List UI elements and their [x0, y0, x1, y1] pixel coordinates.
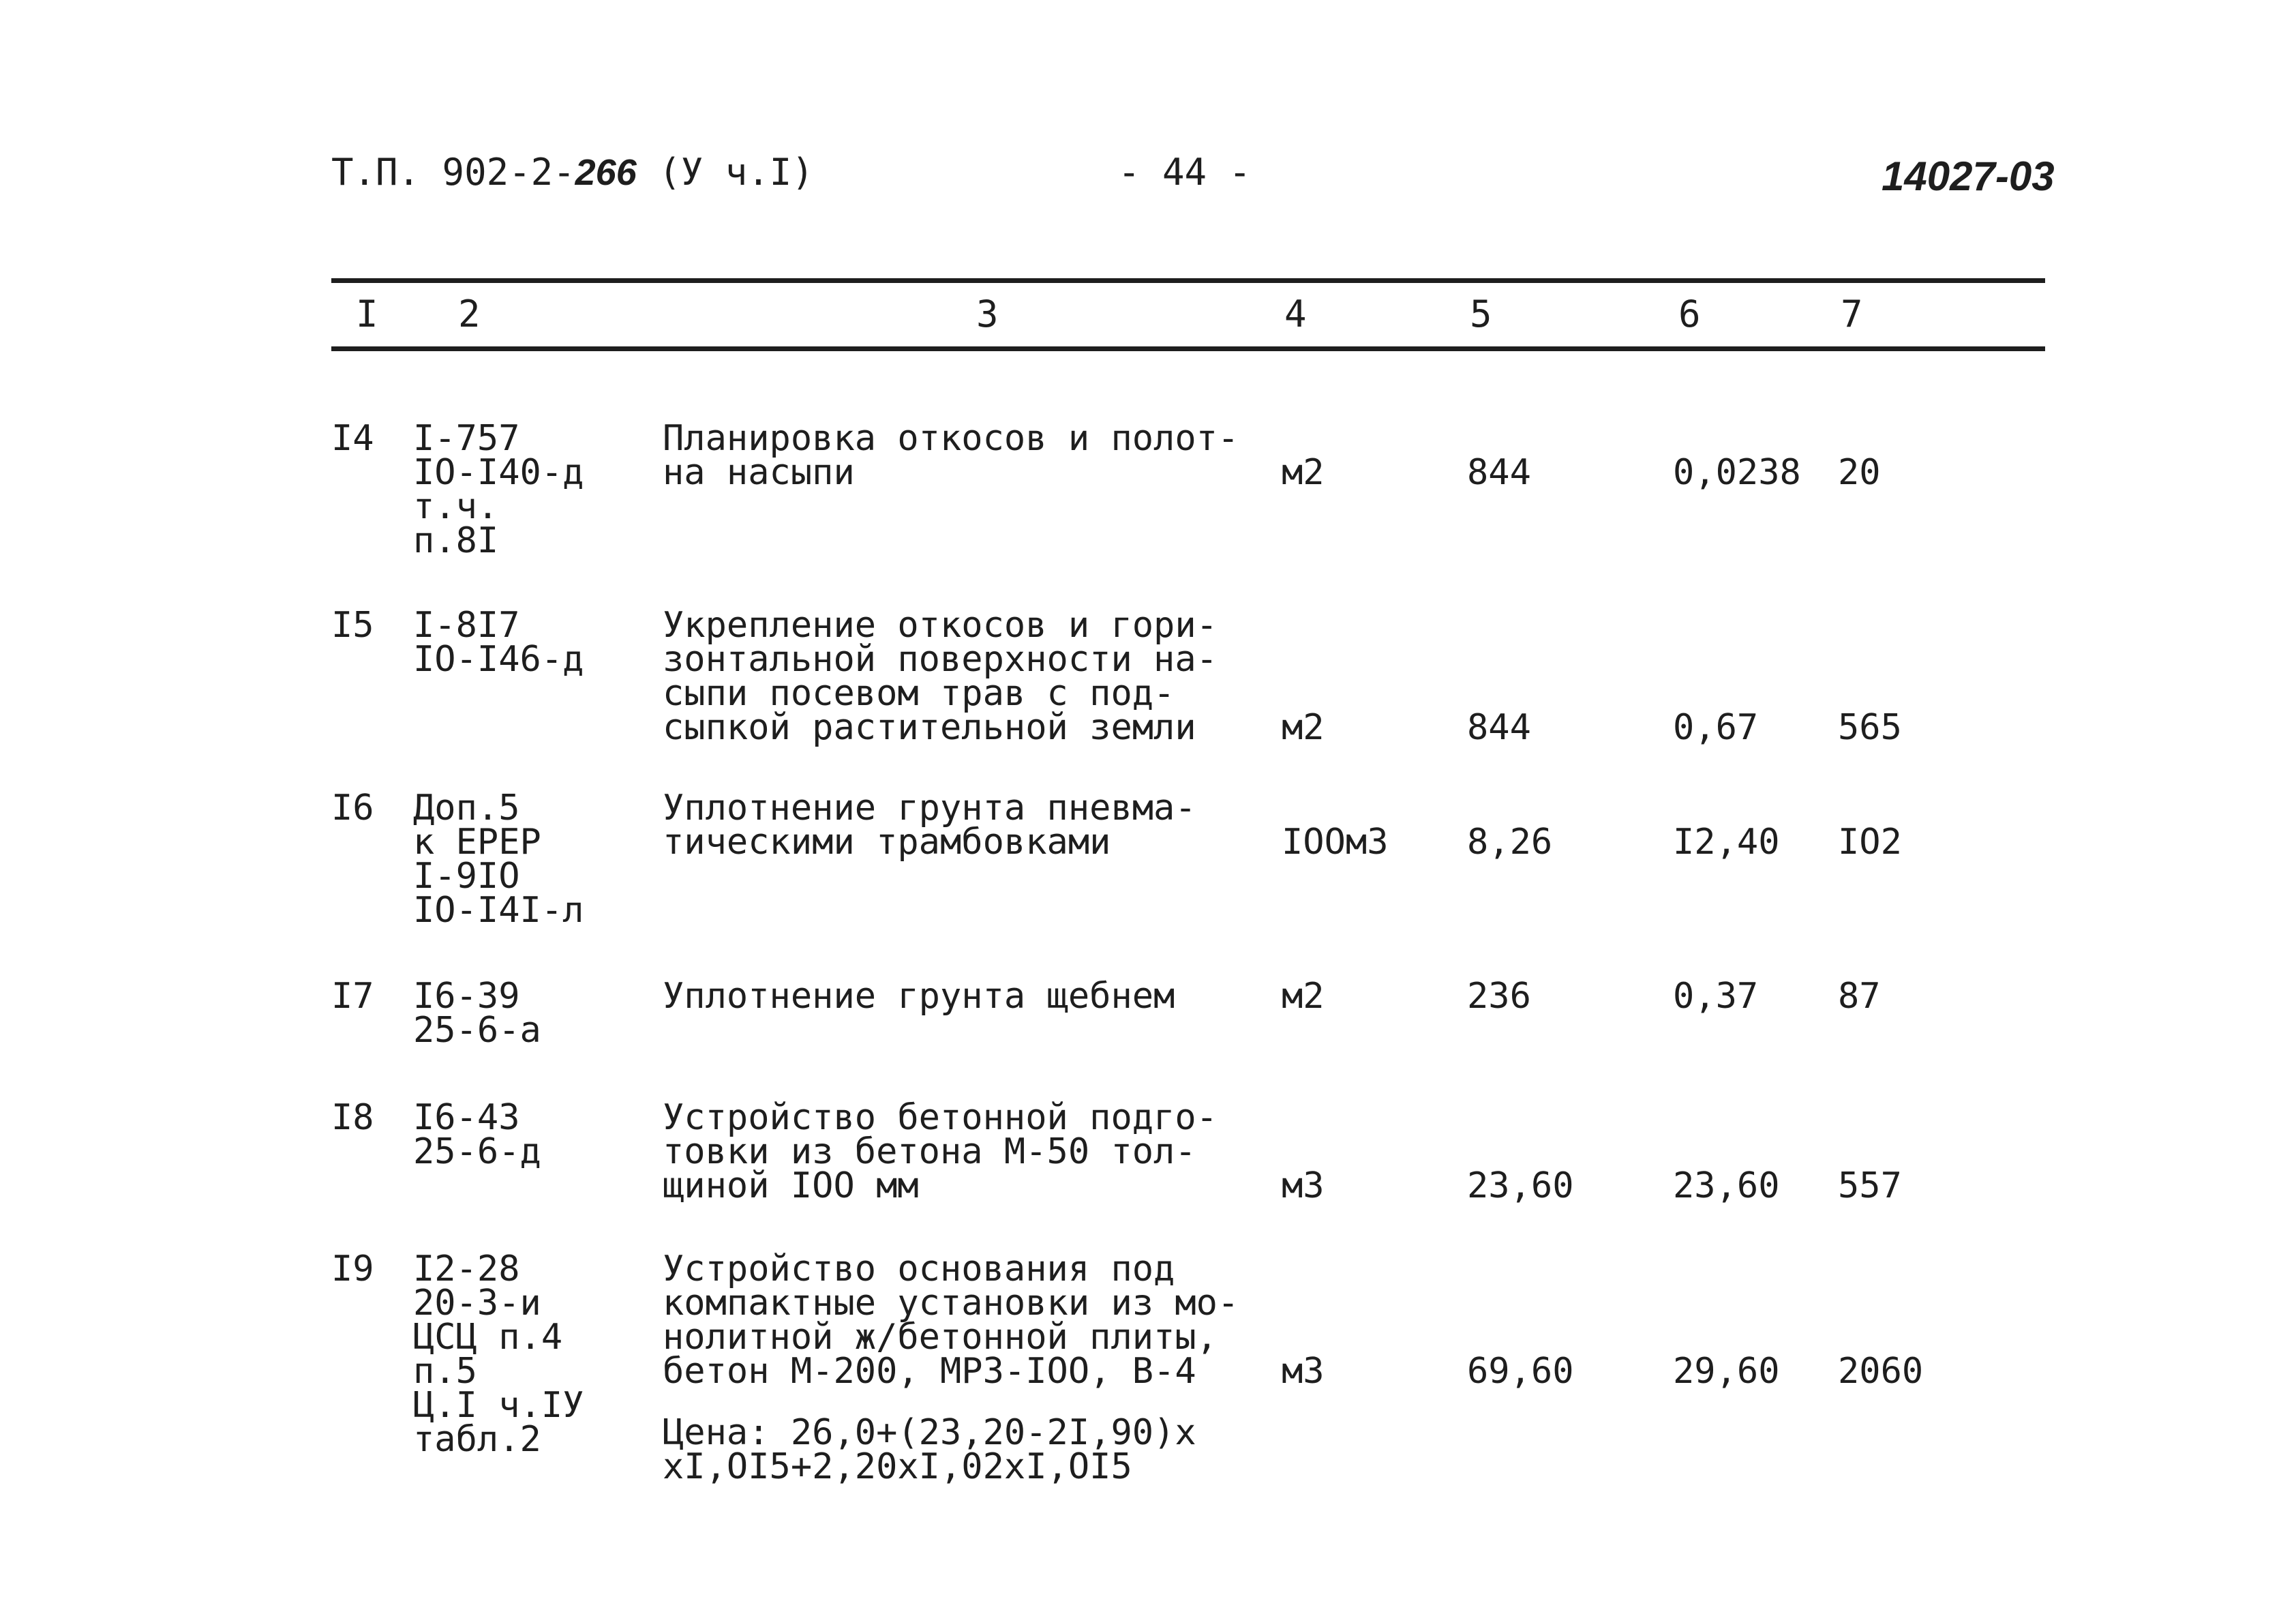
row-references-line: I-757: [413, 418, 520, 459]
row-price-note-line: Цена: 26,0+(23,20-2I,90)х: [663, 1412, 1196, 1453]
row-description-line: товки из бетона М-50 тол-: [663, 1131, 1196, 1172]
column-header-7: 7: [1841, 293, 1863, 335]
row-references-line: 20-3-и: [413, 1283, 541, 1324]
column-header-3: 3: [976, 293, 999, 335]
row-quantity: 8,26: [1467, 822, 1553, 863]
row-references: [413, 1097, 541, 1172]
row-price-note: [663, 1412, 1196, 1487]
row-references-line: I6-43: [413, 1097, 520, 1138]
row-references-line: 25-6-а: [413, 1010, 541, 1051]
row-description-line: щиной IOO мм: [663, 1165, 919, 1206]
row-total: 557: [1838, 1165, 1902, 1206]
row-description: [663, 788, 1196, 863]
row-total: 565: [1838, 707, 1902, 748]
row-references-line: табл.2: [413, 1419, 541, 1460]
row-description-line: Планировка откосов и полот-: [663, 418, 1239, 459]
row-description-line: Уплотнение грунта щебнем: [663, 976, 1175, 1017]
row-references-line: I-9IO: [413, 856, 520, 897]
row-references-line: I6-39: [413, 976, 520, 1017]
row-unit-price: 0,37: [1673, 976, 1759, 1017]
row-description-line: тическими трамбовками: [663, 822, 1111, 863]
row-description-line: Уплотнение грунта пневма-: [663, 788, 1196, 829]
row-number: I5: [331, 605, 374, 646]
row-unit: м2: [1282, 976, 1325, 1017]
table-header-rule: [331, 346, 2045, 351]
row-description: [663, 1097, 1218, 1206]
project-code-prefix: Т.П. 902-2-: [331, 151, 575, 194]
page-number: - 44 -: [1118, 151, 1252, 194]
row-references-line: к ЕРЕР: [413, 822, 541, 863]
row-total: 20: [1838, 452, 1881, 493]
row-unit-price: 29,60: [1673, 1351, 1780, 1392]
row-references-line: I2-28: [413, 1249, 520, 1289]
column-header-6: 6: [1678, 293, 1701, 335]
row-unit: м2: [1282, 452, 1325, 493]
row-description-line: Укрепление откосов и гори-: [663, 605, 1218, 646]
row-number: I4: [331, 418, 374, 459]
row-description-line: сыпи посевом трав с под-: [663, 673, 1175, 714]
column-header-1: I: [356, 293, 378, 335]
row-number: I8: [331, 1097, 374, 1138]
row-description-line: нолитной ж/бетонной плиты,: [663, 1317, 1218, 1358]
project-code: [331, 149, 814, 196]
row-references: [413, 1249, 584, 1460]
row-references-line: IO-I4I-л: [413, 890, 584, 931]
row-references-line: 25-6-д: [413, 1131, 541, 1172]
column-header-5: 5: [1470, 293, 1492, 335]
row-references: [413, 976, 541, 1051]
row-total: IO2: [1838, 822, 1902, 863]
project-code-suffix: (У ч.I): [636, 151, 814, 194]
row-quantity: 69,60: [1467, 1351, 1574, 1392]
row-unit-price: 23,60: [1673, 1165, 1780, 1206]
row-number: I7: [331, 976, 374, 1017]
row-references-line: Доп.5: [413, 788, 520, 829]
row-description-line: на насыпи: [663, 452, 855, 493]
row-unit: м3: [1282, 1165, 1325, 1206]
row-unit: IOOм3: [1282, 822, 1389, 863]
row-description-line: Устройство бетонной подго-: [663, 1097, 1218, 1138]
row-number: I9: [331, 1249, 374, 1289]
row-references-line: ЦСЦ п.4: [413, 1317, 563, 1358]
row-references-line: I-8I7: [413, 605, 520, 646]
row-description: [663, 605, 1218, 748]
row-quantity: 23,60: [1467, 1165, 1574, 1206]
row-references: [413, 788, 584, 931]
row-price-note-line: хI,OI5+2,20хI,02хI,OI5: [663, 1446, 1132, 1487]
row-description-line: бетон М-200, МРЗ-IOO, В-4: [663, 1351, 1196, 1392]
row-description: [663, 976, 1175, 1017]
row-number: I6: [331, 788, 374, 829]
row-unit-price: 0,0238: [1673, 452, 1801, 493]
row-total: 2060: [1838, 1351, 1924, 1392]
row-description-line: компактные установки из мо-: [663, 1283, 1239, 1324]
table-top-rule: [331, 278, 2045, 283]
row-references-line: Ц.I ч.IУ: [413, 1385, 584, 1426]
row-description-line: сыпкой растительной земли: [663, 707, 1196, 748]
column-header-4: 4: [1284, 293, 1307, 335]
row-description-line: зонтальной поверхности на-: [663, 639, 1218, 680]
row-quantity: 236: [1467, 976, 1531, 1017]
document-number: 14027-03: [1882, 153, 2055, 199]
row-quantity: 844: [1467, 707, 1531, 748]
row-unit-price: 0,67: [1673, 707, 1759, 748]
column-header-2: 2: [458, 293, 481, 335]
row-total: 87: [1838, 976, 1881, 1017]
row-references-line: п.8I: [413, 520, 499, 561]
row-references-line: т.ч.: [413, 486, 499, 527]
row-quantity: 844: [1467, 452, 1531, 493]
project-code-handwritten: 266: [575, 152, 637, 193]
row-description-line: Устройство основания под: [663, 1249, 1175, 1289]
row-references: [413, 418, 584, 561]
row-unit-price: I2,40: [1673, 822, 1780, 863]
row-description: [663, 1249, 1239, 1392]
row-references-line: IO-I40-д: [413, 452, 584, 493]
row-references-line: IO-I46-д: [413, 639, 584, 680]
row-unit: м3: [1282, 1351, 1325, 1392]
row-references-line: п.5: [413, 1351, 477, 1392]
row-description: [663, 418, 1239, 493]
row-references: [413, 605, 584, 680]
row-unit: м2: [1282, 707, 1325, 748]
